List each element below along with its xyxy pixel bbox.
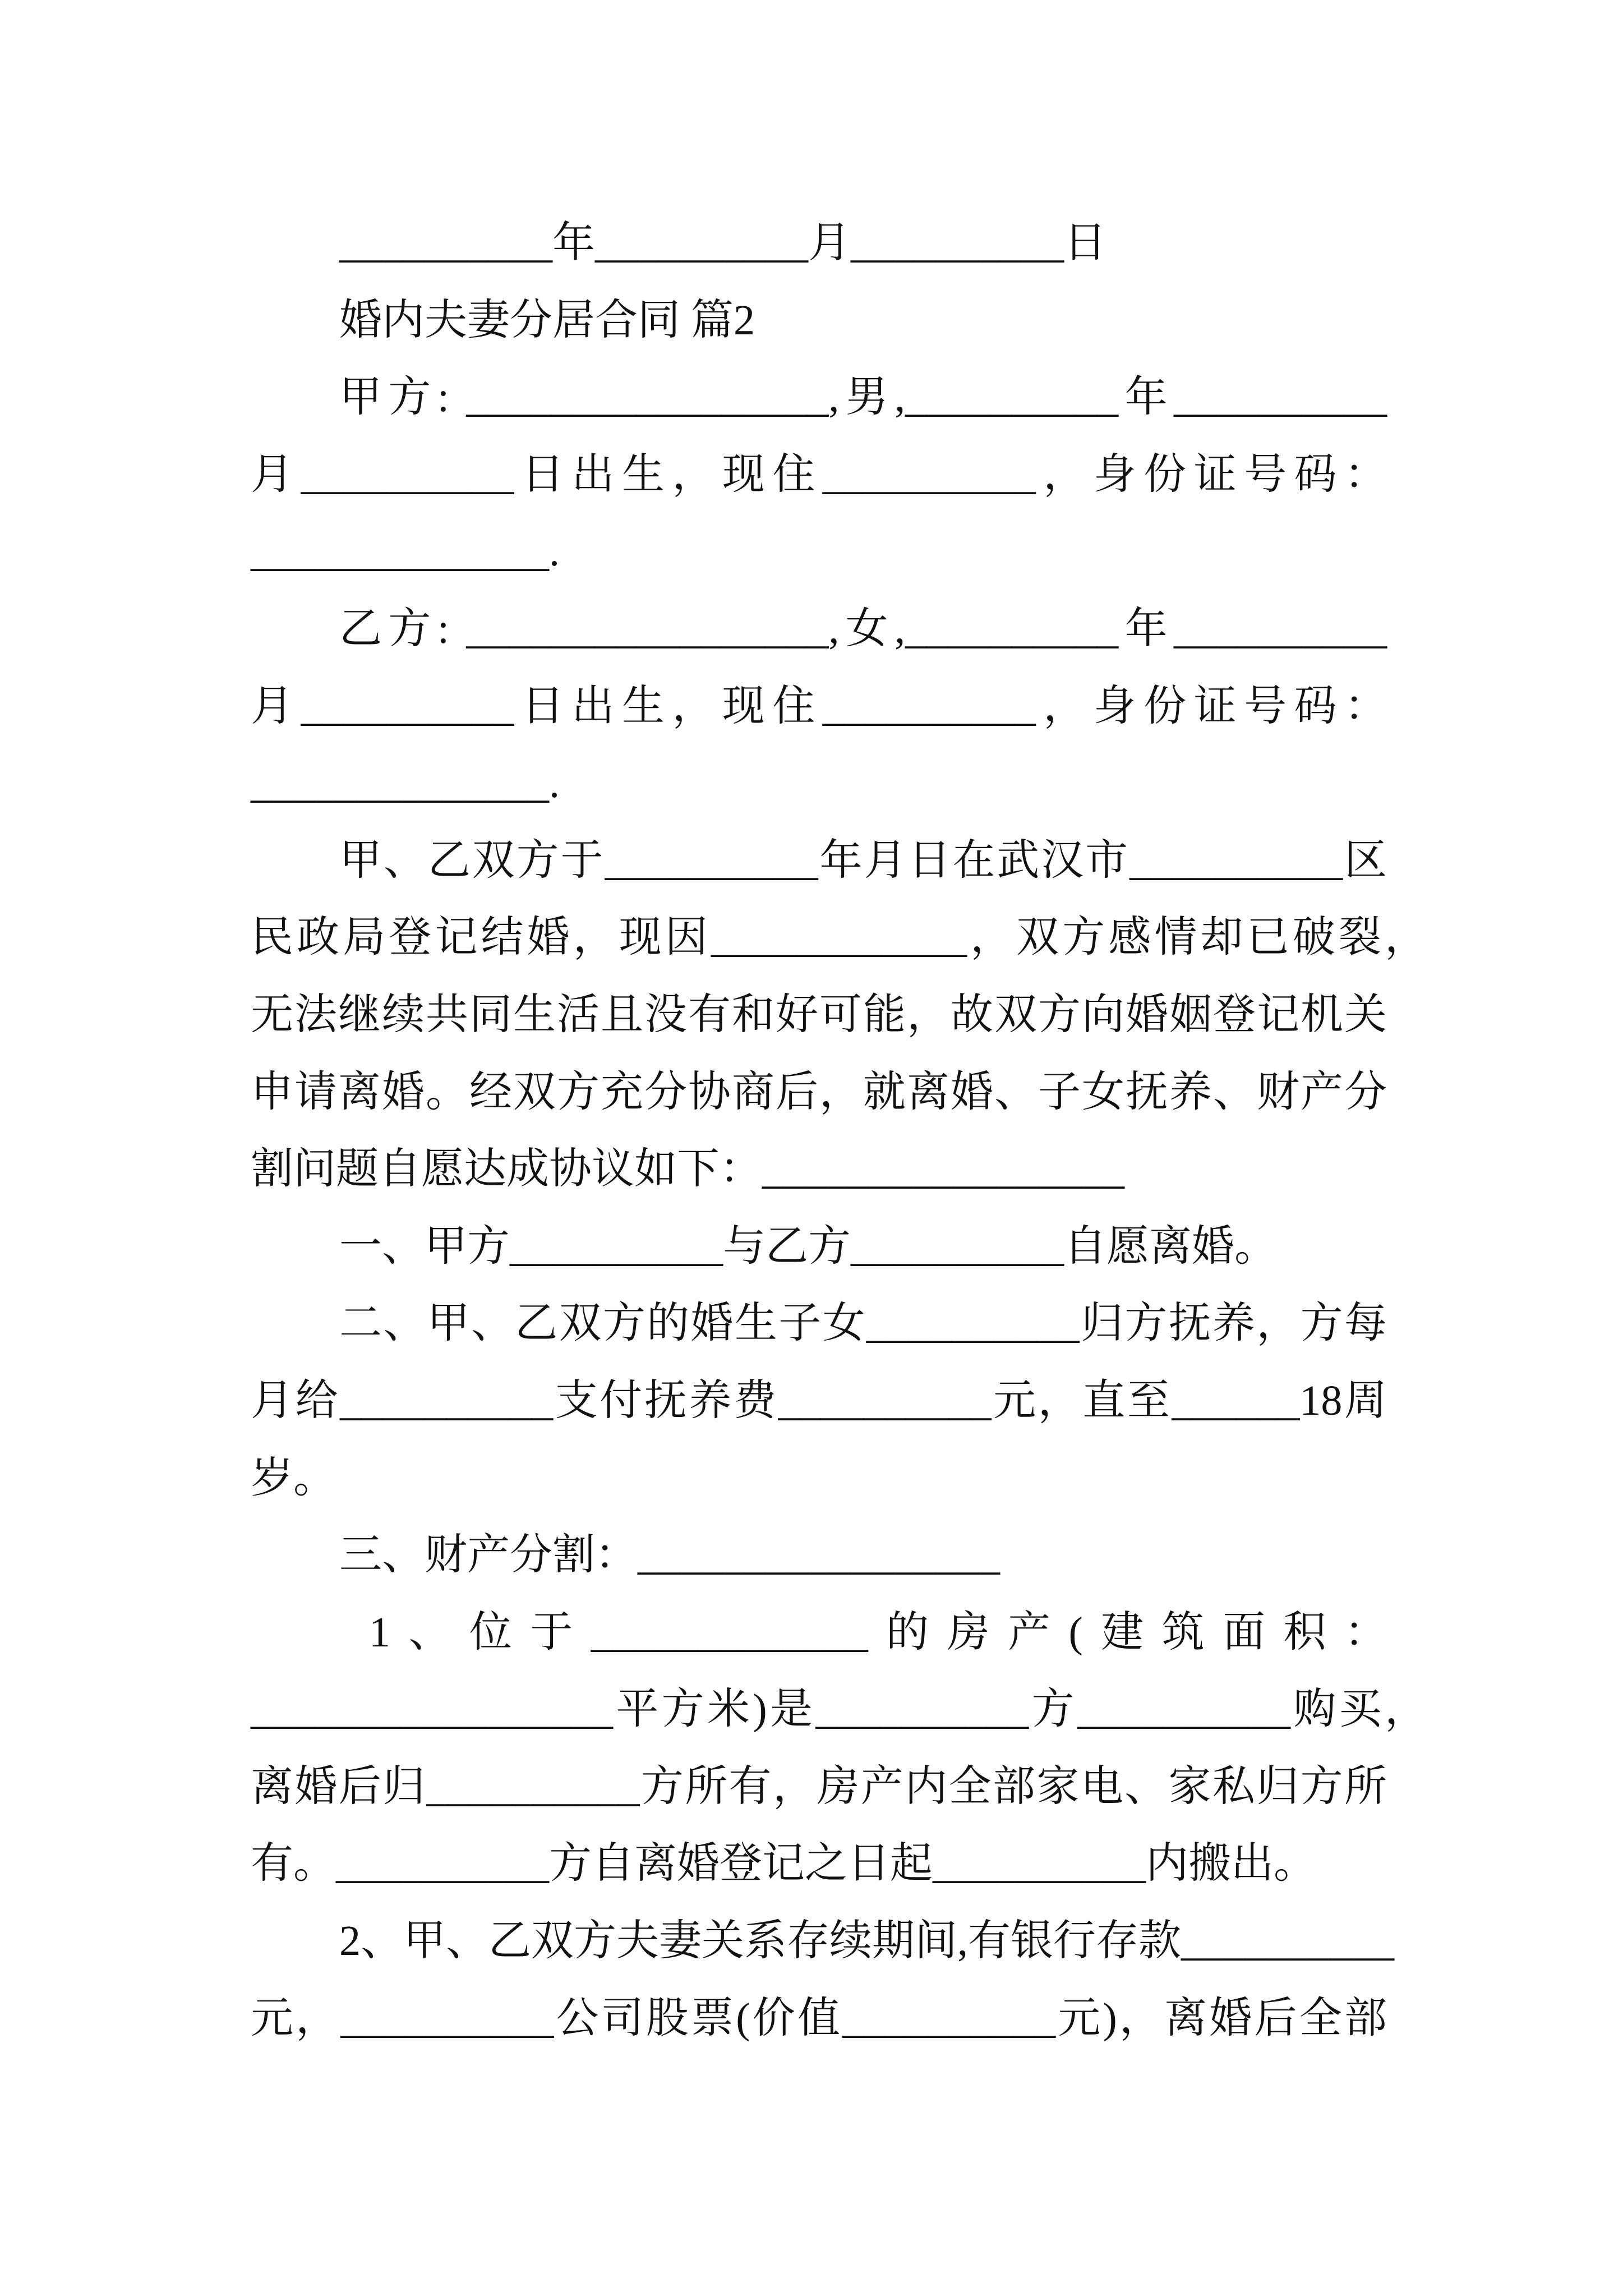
party-a-line-3: ______________. — [251, 528, 560, 576]
preamble-paragraph — [0, 822, 1623, 1208]
date-line: __________年__________月__________日 — [339, 219, 1106, 266]
clause-2 — [0, 1285, 1623, 1517]
party-a-line-2: 月__________日出生，现住__________，身份证号码： — [251, 450, 1387, 498]
clause-2-line-2: 月给__________支付抚养费__________元，直至______18周 — [251, 1377, 1387, 1424]
clause-2-line-3: 岁。 — [251, 1454, 336, 1502]
party-b-line-3: ______________. — [251, 760, 560, 807]
party-b-section — [0, 591, 1623, 822]
document-title: 婚内夫妻分居合同 篇2 — [339, 296, 755, 344]
party-b-line-1: 乙方: _________________,女,__________年__________ — [339, 605, 1387, 652]
clause-3-heading: 三、财产分割：_________________ — [339, 1531, 1000, 1579]
party-b-line-2: 月__________日出生，现住__________，身份证号码： — [251, 682, 1387, 730]
clause-3-item-2-line-2: 元，__________公司股票(价值__________元)，离婚后全部 — [251, 1994, 1387, 2042]
clause-3-item-1-line-3: 离婚后归__________方所有，房产内全部家电、家私归方所 — [251, 1763, 1387, 1810]
clause-3-item-1 — [0, 1594, 1623, 1903]
clause-1 — [0, 1208, 1623, 1286]
clause-3-item-1-line-4: 有。__________方自离婚登记之日起__________内搬出。 — [251, 1840, 1316, 1888]
preamble-line-4: 申请离婚。经双方充分协商后，就离婚、子女抚养、财产分 — [251, 1068, 1387, 1116]
clause-3-item-2 — [0, 1903, 1623, 2057]
party-a-line-1: 甲方: _________________,男,__________年__________ — [339, 374, 1387, 421]
preamble-line-3: 无法继续共同生活且没有和好可能，故双方向婚姻登记机关 — [251, 991, 1387, 1038]
clause-3 — [0, 1517, 1623, 2057]
clause-3-item-1-line-2: _________________平方米)是__________方__________购买， — [251, 1686, 1427, 1733]
clause-1-line-1: 一、甲方__________与乙方__________自愿离婚。 — [339, 1222, 1277, 1270]
party-a-section — [0, 359, 1623, 591]
preamble-line-1: 甲、乙双方于__________年月日在武汉市__________区 — [339, 836, 1387, 884]
clause-3-item-1-line-1: 1、位于_____________的房产(建筑面积： — [369, 1608, 1387, 1656]
preamble-line-5: 割问题自愿达成协议如下：_________________ — [251, 1145, 1124, 1193]
clause-3-item-2-line-1: 2、甲、乙双方夫妻关系存续期间,有银行存款__________ — [339, 1917, 1394, 1965]
document-body — [0, 205, 1623, 2057]
preamble-line-2: 民政局登记结婚，现因____________，双方感情却已破裂， — [251, 914, 1427, 961]
clause-2-line-1: 二、甲、乙双方的婚生子女__________归方抚养，方每 — [339, 1300, 1387, 1347]
